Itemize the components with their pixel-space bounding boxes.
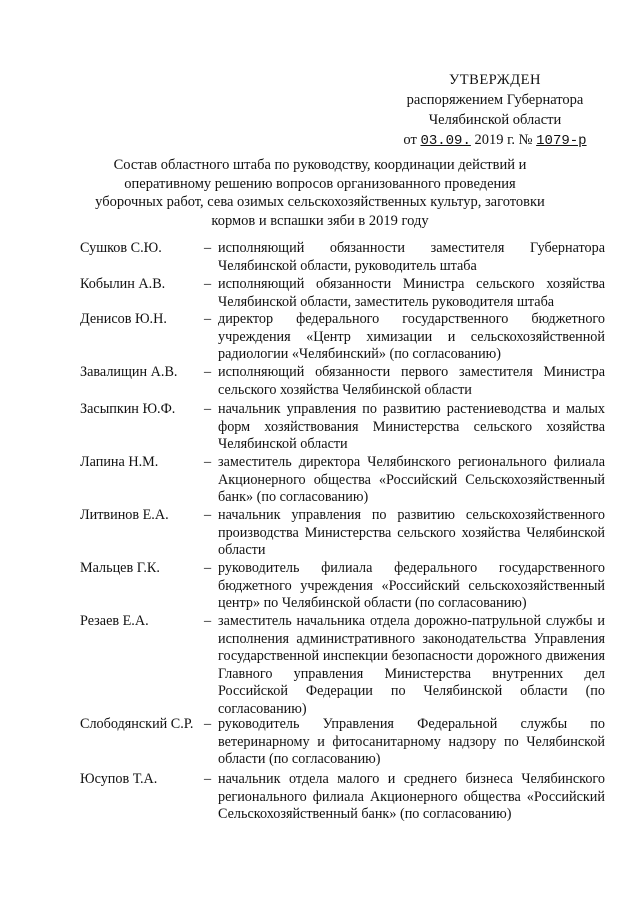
member-position: начальник отдела малого и среднего бизнеса Челябинского регионального филиала Акционерного общества «Российский Сельскохозяйственный банк» (по согласованию): [218, 771, 605, 823]
member-position: начальник управления по развитию сельскохозяйственного производства Министерства сельского хозяйства Челябинской области: [218, 507, 605, 559]
member-position: исполняющий обязанности первого заместителя Министра сельского хозяйства Челябинской области: [218, 364, 605, 398]
order-number: 1079-р: [536, 133, 587, 149]
member-dash: –: [204, 716, 212, 732]
member-dash: –: [204, 613, 212, 629]
member-position: директор федерального государственного бюджетного учреждения «Центр химизации и сельскохозяйственной радиологии «Челябинский» (по согласованию): [218, 311, 605, 363]
member-name: Кобылин А.В.: [80, 276, 166, 292]
member-name: Засыпкин Ю.Ф.: [80, 401, 176, 417]
member-name: Резаев Е.А.: [80, 613, 149, 629]
member-dash: –: [204, 311, 212, 327]
approval-line-1: распоряжением Губернатора: [406, 92, 584, 108]
order-date: 03.09.: [420, 133, 471, 149]
member-position: заместитель начальника отдела дорожно-патрульной службы и исполнения административного законодательства Управления государственной инспекции безопасности дорожного движения Главного управления Министерства внутренних дел Российской Федерации по Челябинской области (по согласованию): [218, 613, 605, 717]
member-dash: –: [204, 454, 212, 470]
member-name: Денисов Ю.Н.: [80, 311, 167, 327]
member-dash: –: [204, 771, 212, 787]
member-position: начальник управления по развитию растениеводства и малых форм хозяйствования Министерства сельского хозяйства Челябинской области: [218, 401, 605, 453]
order-year: 2019 г. №: [474, 132, 533, 148]
approval-block: [380, 70, 610, 151]
document-heading: Состав областного штаба по руководству, координации действий и оперативному решению вопросов организованного проведения уборочных работ, сева озимых сельскохозяйственных культур, заготовки кормов и вспашки зяби в 2019 году: [95, 157, 545, 229]
member-position: исполняющий обязанности Министра сельского хозяйства Челябинской области, заместитель руководителя штаба: [218, 276, 605, 310]
member-dash: –: [204, 401, 212, 417]
member-name: Лапина Н.М.: [80, 454, 159, 470]
member-dash: –: [204, 507, 212, 523]
member-name: Мальцев Г.К.: [80, 560, 160, 576]
member-name: Сушков С.Ю.: [80, 240, 162, 256]
member-name: Слободянский С.Р.: [80, 716, 194, 732]
member-dash: –: [204, 560, 212, 576]
member-name: Литвинов Е.А.: [80, 507, 169, 523]
member-position: руководитель филиала федерального государственного бюджетного учреждения «Российский сельскохозяйственный центр» по Челябинской области (по согласованию): [218, 560, 605, 612]
order-line: [380, 130, 610, 151]
approval-title: УТВЕРЖДЕН: [449, 72, 541, 88]
member-name: Завалищин А.В.: [80, 364, 178, 380]
member-position: исполняющий обязанности заместителя Губернатора Челябинской области, руководитель штаба: [218, 240, 605, 274]
member-position: заместитель директора Челябинского регионального филиала Акционерного общества «Российский Сельскохозяйственный банк» (по согласованию): [218, 454, 605, 506]
member-dash: –: [204, 364, 212, 380]
member-position: руководитель Управления Федеральной службы по ветеринарному и фитосанитарному надзору по Челябинской области (по согласованию): [218, 716, 605, 768]
approval-line-2: Челябинской области: [428, 112, 562, 128]
member-dash: –: [204, 276, 212, 292]
member-name: Юсупов Т.А.: [80, 771, 158, 787]
order-prefix: от: [403, 132, 417, 148]
member-dash: –: [204, 240, 212, 256]
